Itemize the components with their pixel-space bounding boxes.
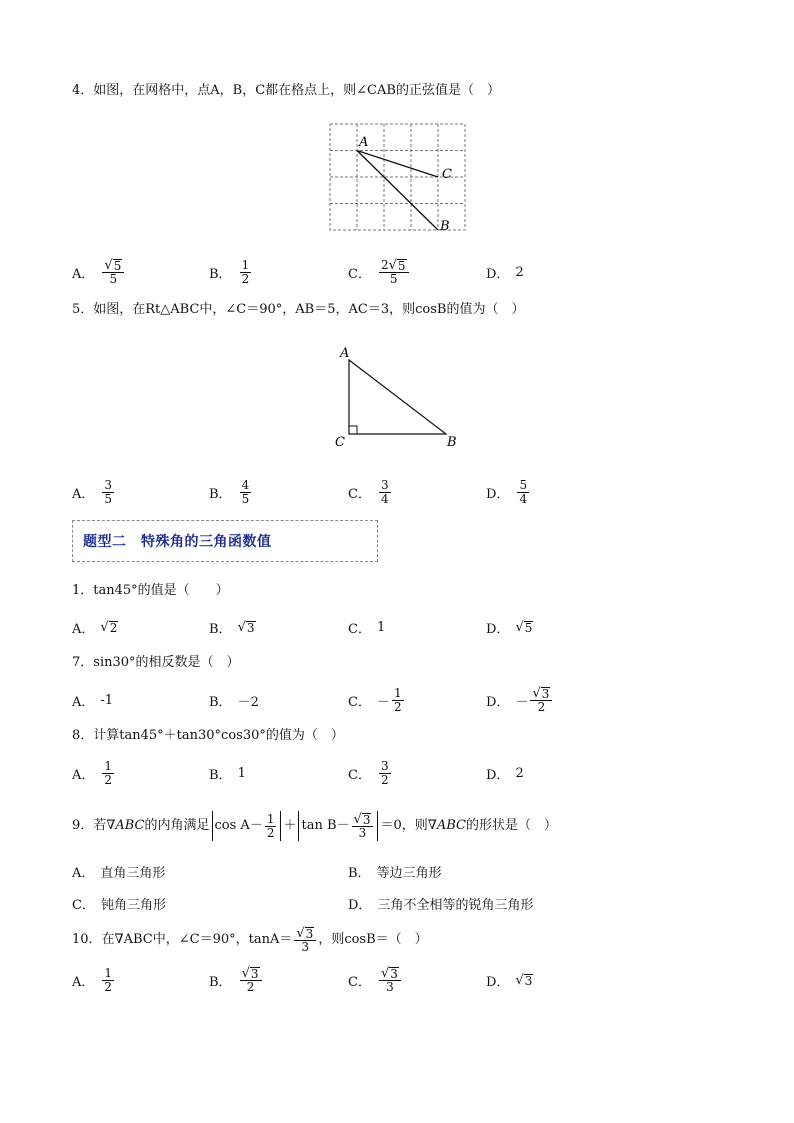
option-b[interactable]: B． √ 3 2 [209, 962, 264, 998]
option-b[interactable]: B． 1 [209, 765, 246, 783]
question-10-options [72, 962, 722, 998]
option-d[interactable]: D． 2 [486, 264, 524, 282]
question-9-options-row1 [72, 853, 722, 889]
grid-figure [326, 120, 470, 234]
option-a[interactable]: A． √ 5 5 [72, 254, 126, 290]
option-c[interactable]: C． $\frac{3}{2}$ [348, 758, 389, 787]
vertex-c-label: C [335, 435, 345, 450]
question-5-options [72, 474, 722, 510]
option-d[interactable]: D． 2 [486, 765, 524, 783]
option-b[interactable]: B． $\frac{4}{5}$ [209, 477, 250, 506]
option-c[interactable]: C． 1 [348, 619, 386, 637]
question-7-stem: 7．sin30°的相反数是（ ） [72, 655, 240, 670]
option-c[interactable]: C． － $\frac{1}{2}$ [348, 685, 402, 714]
question-1-stem: 1．tan45°的值是（ ） [72, 583, 229, 598]
point-c-label: C [442, 167, 452, 182]
option-a[interactable]: A． √ 2 [72, 619, 118, 637]
vertex-a-label: A [340, 346, 350, 361]
section-title: 题型二 特殊角的三角函数值 [83, 534, 272, 550]
question-4-stem: 4．如图，在网格中，点A，B，C都在格点上，则∠CAB的正弦值是（ ） [72, 83, 500, 98]
section-header-box [72, 520, 378, 562]
option-c[interactable]: C． 2 √ 5 5 [348, 254, 411, 290]
option-d[interactable]: D． － √ 3 2 [486, 682, 554, 718]
option-d[interactable]: D． √ 3 [486, 972, 533, 990]
question-4-options [72, 254, 722, 290]
question-10-stem: 10．在∇ABC中，∠C＝90°，tanA＝ √ 3 3 ，则cosB＝（ ） [72, 925, 428, 954]
option-a[interactable]: A． $\frac{1}{2}$ [72, 965, 113, 994]
option-a[interactable]: A． 直角三角形 [72, 865, 166, 881]
option-c[interactable]: C． 钝角三角形 [72, 897, 166, 913]
point-a-label: A [359, 135, 369, 150]
question-5-stem: 5．如图，在Rt△ABC中，∠C＝90°，AB＝5，AC＝3，则cosB的值为（ ） [72, 302, 525, 317]
question-7-options [72, 682, 722, 718]
option-b[interactable]: B． －2 [209, 694, 259, 710]
option-b[interactable]: B． √ 3 [209, 619, 255, 637]
point-b-label: B [440, 219, 450, 234]
option-a[interactable]: A． -1 [72, 692, 114, 710]
option-d[interactable]: D． √ 5 [486, 619, 533, 637]
option-b[interactable]: B． 等边三角形 [348, 865, 442, 881]
right-triangle-figure [332, 342, 462, 452]
vertex-b-label: B [447, 435, 457, 450]
option-b[interactable]: B． $\frac{1}{2}$ [209, 257, 250, 286]
option-a[interactable]: A． $\frac{3}{5}$ [72, 477, 113, 506]
option-a[interactable]: A． $\frac{1}{2}$ [72, 758, 113, 787]
option-d[interactable]: D． 三角不全相等的锐角三角形 [348, 897, 534, 913]
option-c[interactable]: C． √ 3 3 [348, 962, 403, 998]
question-1-options [72, 609, 722, 645]
question-8-stem: 8．计算tan45°＋tan30°cos30°的值为（ ） [72, 728, 344, 743]
question-8-options [72, 755, 722, 791]
option-d[interactable]: D． $\frac{5}{4}$ [486, 477, 528, 506]
question-9-options-row2 [72, 885, 722, 921]
question-9-stem: 9．若 ∇ABC 的内角满足 cos A－ $\frac{1}{2}$ ＋ tan B－ √ 3 3 ＝0，则 ∇ABC 的形状是（ ） [72, 811, 557, 840]
option-c[interactable]: C． $\frac{3}{4}$ [348, 477, 389, 506]
